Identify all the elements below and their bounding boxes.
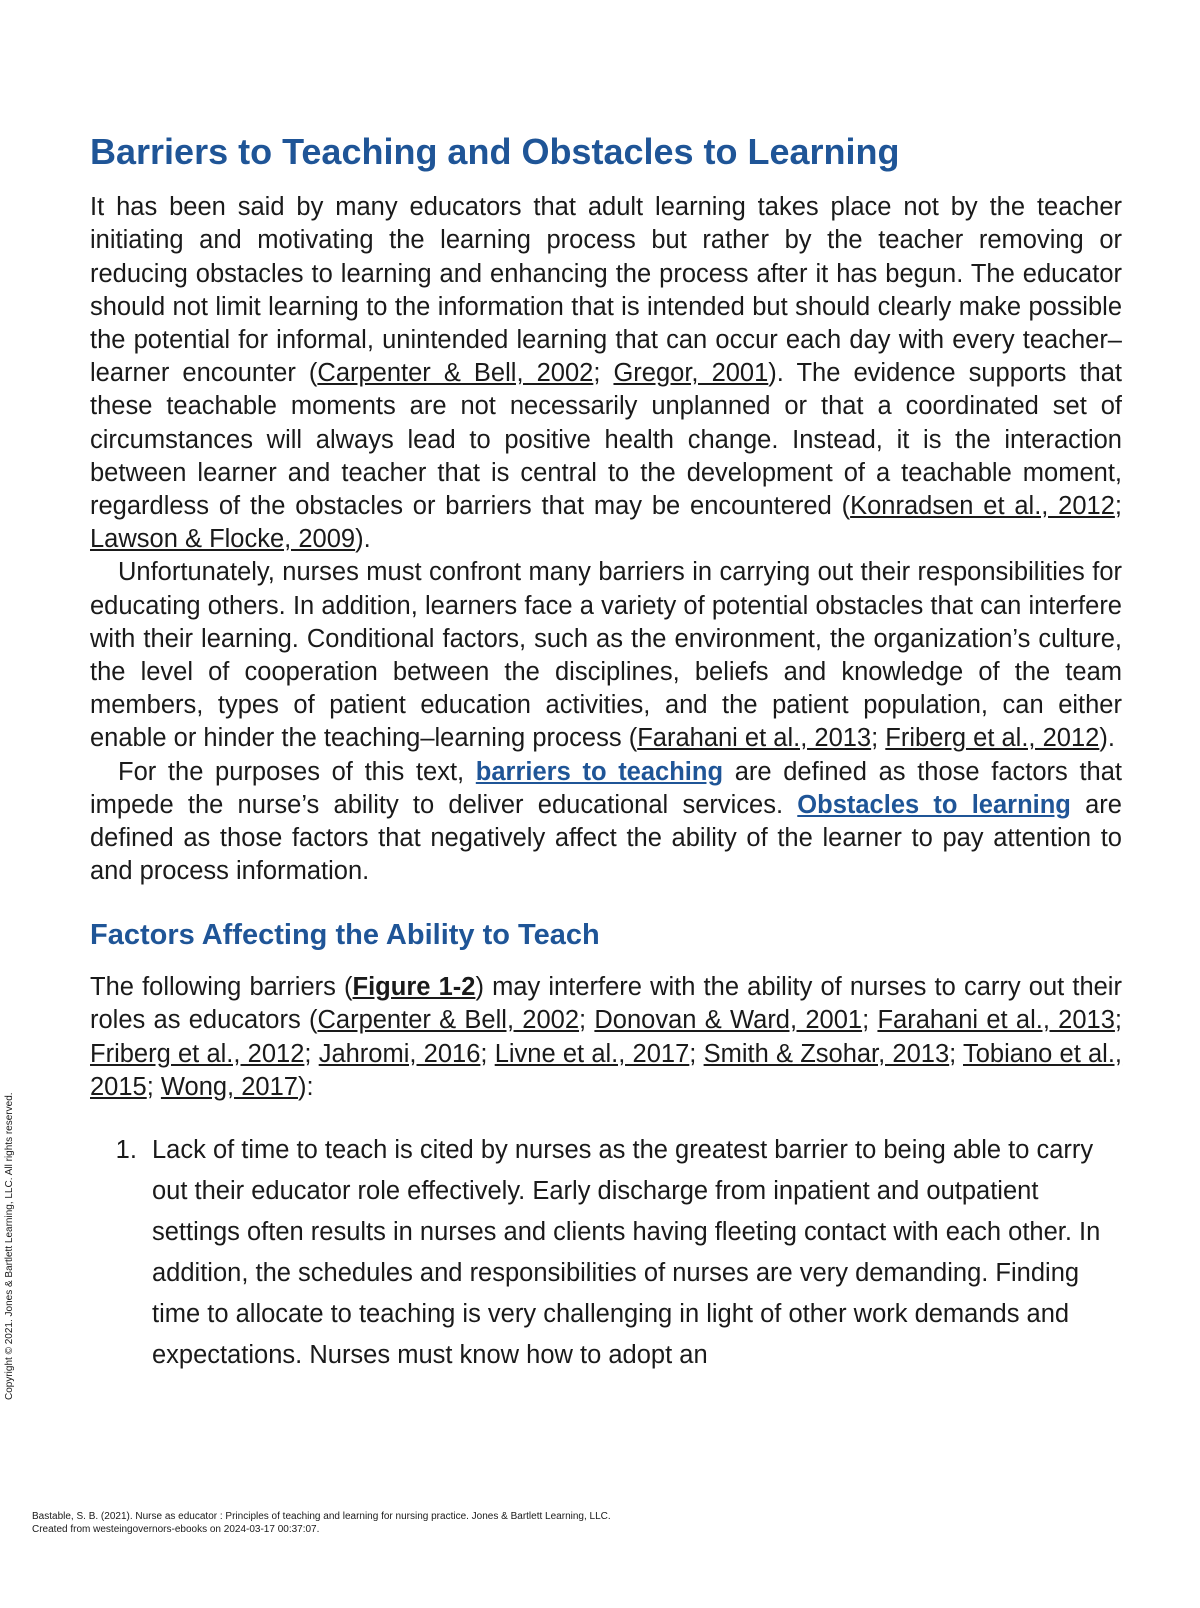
text: ;	[304, 1039, 319, 1068]
paragraph-definitions	[90, 756, 1122, 889]
page-content	[90, 130, 1122, 1376]
text: The following barriers (	[90, 973, 353, 1002]
citation-link[interactable]: Tobiano et al., 2015	[90, 1039, 1123, 1101]
text: ;	[146, 1072, 161, 1101]
page-title: Barriers to Teaching and Obstacles to Learning	[90, 131, 900, 172]
text: ):	[297, 1072, 314, 1101]
text: ;	[579, 1006, 595, 1035]
citation-link[interactable]: Wong, 2017	[160, 1072, 298, 1101]
paragraph-barriers	[90, 556, 1122, 755]
citation-link[interactable]: Friberg et al., 2012	[90, 1039, 305, 1068]
text: ;	[862, 1006, 878, 1035]
citation-link[interactable]: Livne et al., 2017	[494, 1039, 690, 1068]
barrier-list	[90, 1130, 1122, 1376]
text: It has been said by many educators that adult learning takes place not by the teacher initiating and motivating the learning process but rather by the teacher removing or reducing obstacles to learning and enhancing the process after it has begun. The educator should not limit learning to the information that is intended but should clearly make possible the potential for informal, unintended learning that can occur each day with every teacher–learner encounter (	[90, 193, 1122, 388]
text: For the purposes of this text,	[118, 757, 476, 786]
text: Unfortunately, nurses must confront many barriers in carrying out their responsibilities for educating others. In addition, learners face a variety of potential obstacles that can interfere with their learning. Conditional factors, such as the environment, the organization’s culture, the level of cooperation between the disciplines, beliefs and knowledge of the team members, types of patient education activities, and the patient population, can either enable or hinder the teaching–learning process (	[90, 558, 1122, 753]
list-item: 1. Lack of time to teach is cited by nurses as the greatest barrier to being able to carry out their educator role effectively. Early discharge from inpatient and outpatient settings often results in nurses and clients having fleeting contact with each other. In addition, the schedules and responsibilities of nurses are very demanding. Finding time to allocate to teaching is very challenging in light of other work demands and expectations. Nurses must know how to adopt an	[144, 1130, 1122, 1376]
paragraph-factors	[90, 971, 1122, 1104]
text: ;	[1114, 492, 1122, 521]
text: ) may interfere with the ability of nurses to carry out their roles as educators (	[90, 973, 1122, 1035]
citation-link[interactable]: Farahani et al., 2013	[877, 1006, 1115, 1035]
text: ;	[949, 1039, 963, 1068]
citation-link[interactable]: Carpenter & Bell, 2002	[317, 1006, 580, 1035]
section-heading: Factors Affecting the Ability to Teach	[90, 919, 600, 952]
text: ).	[355, 525, 371, 554]
footer	[32, 1510, 611, 1536]
footer-citation: Bastable, S. B. (2021). Nurse as educator : Principles of teaching and learning for nursing practice. Jones & Bartlett Learning, LLC.	[32, 1511, 611, 1522]
citation-link[interactable]: Gregor, 2001	[613, 359, 769, 388]
figure-link[interactable]: Figure 1-2	[352, 973, 476, 1002]
text: ).	[1099, 724, 1115, 753]
text: ). The evidence supports that these teachable moments are not necessarily unplanned or that a coordinated set of circumstances will always lead to positive health change. Instead, it is the interaction between learner and teacher that is central to the development of a teachable moment, regardless of the obstacles or barriers that may be encountered (	[90, 359, 1122, 521]
text: ;	[1114, 1006, 1122, 1035]
citation-link[interactable]: Konradsen et al., 2012	[850, 492, 1115, 521]
citation-link[interactable]: Lawson & Flocke, 2009	[90, 525, 356, 554]
paragraph-intro	[90, 191, 1122, 556]
text: ;	[593, 359, 614, 388]
text: ;	[480, 1039, 495, 1068]
citation-link[interactable]: Farahani et al., 2013	[637, 724, 872, 753]
citation-link[interactable]: Donovan & Ward, 2001	[594, 1006, 863, 1035]
glossary-term-link[interactable]: barriers to teaching	[475, 757, 724, 786]
citation-link[interactable]: Carpenter & Bell, 2002	[317, 359, 594, 388]
citation-link[interactable]: Jahromi, 2016	[318, 1039, 481, 1068]
side-copyright: Copyright © 2021. Jones & Bartlett Learning, LLC. All rights reserved.	[4, 1092, 15, 1400]
citation-link[interactable]: Smith & Zsohar, 2013	[703, 1039, 950, 1068]
text: are defined as those factors that negatively affect the ability of the learner to pay attention to and process information.	[90, 790, 1122, 886]
citation-link[interactable]: Friberg et al., 2012	[885, 724, 1100, 753]
text: ;	[871, 724, 886, 753]
glossary-term-link[interactable]: Obstacles to learning	[797, 790, 1071, 819]
text: are defined as those factors that impede the nurse’s ability to deliver educational services.	[90, 757, 1122, 819]
footer-created: Created from westeingovernors-ebooks on 2024-03-17 00:37:07.	[32, 1524, 320, 1535]
text: ;	[689, 1039, 704, 1068]
